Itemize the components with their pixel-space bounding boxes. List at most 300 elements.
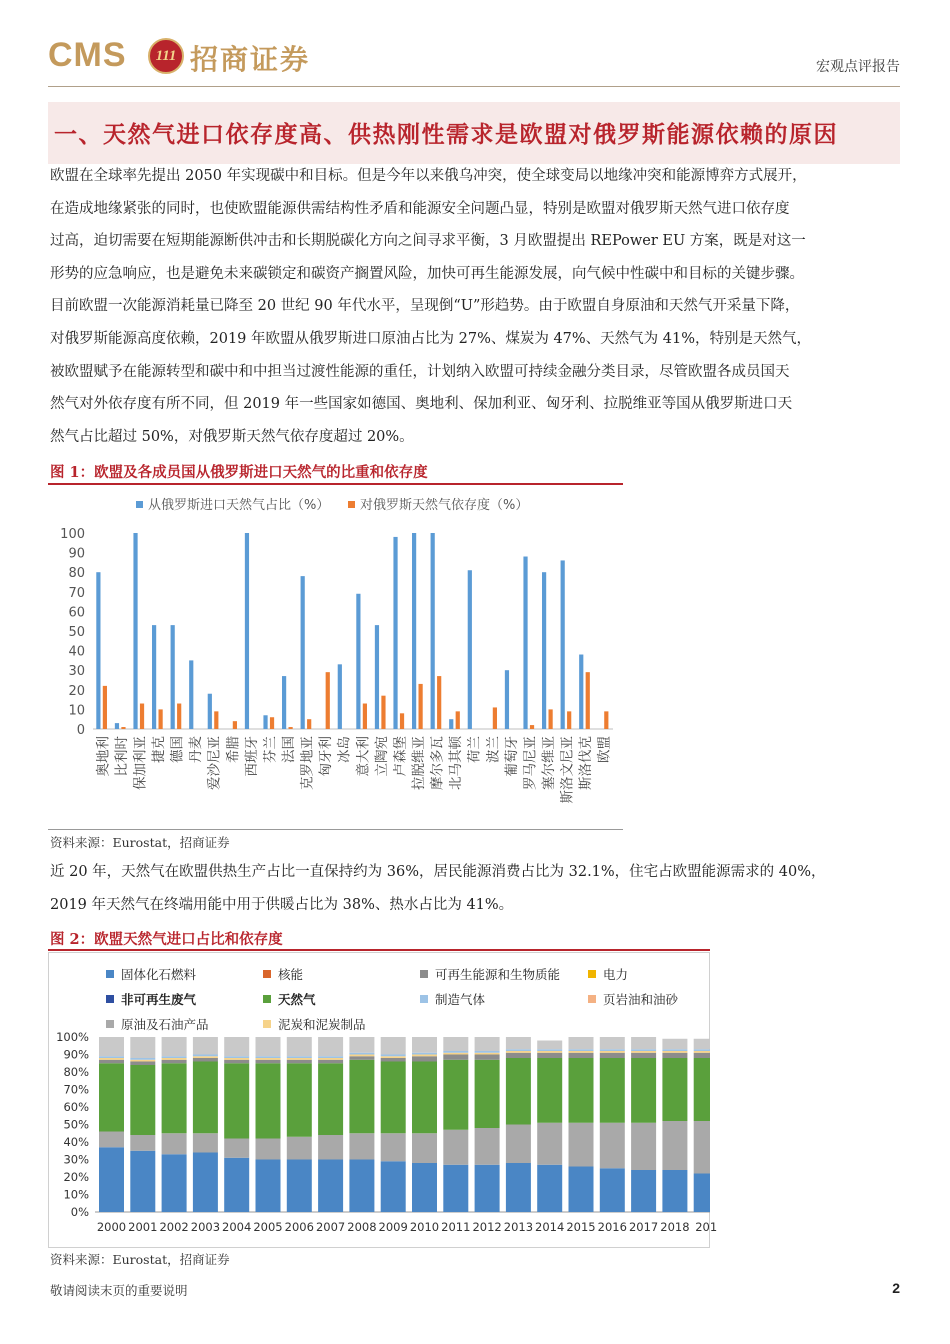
stack-segment [694, 1053, 710, 1058]
x-tick-label: 匈牙利 [318, 736, 335, 777]
figure2-chart [48, 952, 718, 1248]
x-tick-label: 2003 [190, 1220, 221, 1234]
stack-segment [287, 1137, 312, 1160]
stack-segment [443, 1055, 468, 1060]
bar-dependency [159, 709, 163, 729]
stack-segment [381, 1161, 406, 1212]
bar-dependency [233, 721, 237, 729]
stack-segment [600, 1051, 625, 1053]
figure2-title: 图 2：欧盟天然气进口占比和依存度 [50, 931, 283, 948]
stack-segment [475, 1037, 500, 1051]
page-number: 2 [892, 1280, 900, 1296]
stack-segment [475, 1060, 500, 1128]
stack-segment [506, 1125, 531, 1164]
figure1-title: 图 1：欧盟及各成员国从俄罗斯进口天然气的比重和依存度 [50, 464, 428, 481]
y-tick-label: 90 [68, 546, 85, 562]
stack-segment [287, 1056, 312, 1058]
paragraph-line: 在造成地缘紧张的同时，也使欧盟能源供需结构性矛盾和能源安全问题凸显，特别是欧盟对俄罗斯天然气进口依存度 [50, 200, 790, 217]
figure2-source: 资料来源：Eurostat，招商证券 [50, 1252, 230, 1267]
y-tick-label: 0 [76, 723, 85, 738]
legend-swatch [263, 1020, 271, 1028]
stack-segment [193, 1037, 218, 1055]
stack-segment [193, 1062, 218, 1134]
bar-dependency [121, 727, 125, 729]
bar-dependency [586, 672, 590, 729]
stack-segment [600, 1058, 625, 1123]
bar-import-share [542, 572, 546, 729]
stack-segment [381, 1133, 406, 1161]
bar-import-share [468, 570, 472, 729]
stack-segment [287, 1063, 312, 1137]
legend-swatch [420, 970, 428, 978]
stack-segment [662, 1049, 687, 1051]
x-tick-label: 奥地利 [95, 736, 112, 777]
x-tick-label: 2010 [409, 1220, 440, 1234]
stack-segment [537, 1058, 562, 1123]
x-tick-label: 冰岛 [336, 736, 353, 763]
stack-segment [381, 1037, 406, 1055]
legend-label: 页岩油和油砂 [603, 992, 679, 1007]
bar-import-share [393, 537, 397, 729]
stack-segment [130, 1135, 155, 1151]
y-tick-label: 40% [63, 1135, 89, 1149]
x-tick-label: 葡萄牙 [503, 736, 520, 777]
bar-dependency [307, 719, 311, 729]
legend-swatch [420, 995, 428, 1003]
stack-segment [349, 1060, 374, 1134]
stack-segment [224, 1158, 249, 1212]
legend-label: 对俄罗斯天然气依存度（%） [360, 498, 529, 513]
bar-import-share [133, 533, 137, 729]
x-tick-label: 2012 [472, 1220, 502, 1234]
stack-segment [99, 1060, 124, 1064]
bar-import-share [115, 723, 119, 729]
stack-segment [475, 1053, 500, 1055]
section-heading-text: 一、天然气进口依存度高、供热刚性需求是欧盟对俄罗斯能源依赖的原因 [54, 121, 838, 148]
stack-segment [694, 1049, 710, 1051]
bar-import-share [449, 719, 453, 729]
bar-import-share [282, 676, 286, 729]
bar-dependency [289, 727, 293, 729]
stack-segment [318, 1058, 343, 1060]
x-tick-label: 爱沙尼亚 [206, 736, 223, 790]
bar-dependency [567, 711, 571, 729]
paragraph-2 [50, 856, 900, 921]
stack-segment [662, 1039, 687, 1050]
stack-segment [256, 1160, 281, 1213]
y-tick-label: 80% [63, 1065, 89, 1079]
bar-dependency [140, 704, 144, 729]
stack-segment [99, 1056, 124, 1058]
x-tick-label: 2006 [284, 1220, 314, 1234]
y-tick-label: 20% [63, 1170, 89, 1184]
paragraph-line: 对俄罗斯能源高度依赖，2019 年欧盟从俄罗斯进口原油占比为 27%、煤炭为 47%、天然气为 41%，特别是天然气， [50, 330, 812, 347]
stack-segment [349, 1133, 374, 1159]
stack-segment [224, 1060, 249, 1064]
legend-label: 固体化石燃料 [121, 967, 197, 982]
x-tick-label: 2009 [378, 1220, 408, 1234]
bar-import-share [245, 533, 249, 729]
logo-cn-text: 招商证券 [190, 43, 311, 76]
stack-segment [256, 1037, 281, 1056]
stack-segment [256, 1056, 281, 1058]
stack-segment [412, 1062, 437, 1134]
y-tick-label: 70% [63, 1082, 89, 1097]
stack-segment [506, 1163, 531, 1212]
y-tick-label: 30% [63, 1152, 89, 1167]
stack-segment [569, 1051, 594, 1053]
x-tick-label: 罗马尼亚 [522, 736, 539, 790]
x-tick-label: 北马其顿 [448, 736, 465, 790]
stack-segment [162, 1058, 187, 1060]
paragraph-line: 过高，迫切需要在短期能源断供冲击和长期脱碳化方向之间寻求平衡，3 月欧盟提出 REPower EU 方案，既是对这一 [50, 233, 806, 250]
stack-segment [662, 1058, 687, 1121]
stack-segment [443, 1037, 468, 1051]
stack-segment [475, 1051, 500, 1053]
stack-segment [162, 1133, 187, 1154]
bar-import-share [412, 533, 416, 729]
logo-text: CMS [48, 36, 127, 74]
stack-segment [256, 1139, 281, 1160]
x-tick-label: 2002 [159, 1220, 189, 1234]
stack-segment [256, 1058, 281, 1060]
header-divider [48, 86, 900, 87]
stack-segment [694, 1051, 710, 1053]
x-tick-label: 荷兰 [466, 736, 483, 763]
x-tick-label: 2001 [128, 1220, 158, 1234]
bar-import-share [263, 715, 267, 729]
stack-segment [130, 1062, 155, 1066]
x-tick-label: 法国 [281, 736, 297, 763]
stack-segment [569, 1167, 594, 1213]
stack-segment [99, 1063, 124, 1131]
x-tick-label: 斯洛文尼亚 [559, 736, 576, 804]
legend-label: 原油及石油产品 [121, 1017, 209, 1032]
bar-import-share [338, 664, 342, 729]
stack-segment [381, 1062, 406, 1134]
stack-segment [349, 1056, 374, 1060]
section-heading [48, 102, 900, 164]
legend-label: 核能 [278, 967, 304, 982]
stack-segment [224, 1063, 249, 1138]
stack-segment [475, 1165, 500, 1212]
stack-segment [662, 1170, 687, 1212]
company-logo [48, 34, 318, 76]
x-tick-label: 摩尔多瓦 [429, 736, 446, 790]
bar-import-share [579, 655, 583, 729]
legend-swatch [263, 995, 271, 1003]
bar-import-share [523, 557, 527, 729]
x-tick-label: 2007 [315, 1220, 346, 1234]
x-tick-label: 德国 [169, 736, 186, 763]
y-tick-label: 50% [63, 1117, 89, 1132]
stack-segment [475, 1128, 500, 1165]
legend-label: 可再生能源和生物质能 [435, 967, 561, 982]
bar-import-share [375, 625, 379, 729]
figure1-bottom-rule [48, 829, 623, 830]
stack-segment [224, 1058, 249, 1060]
y-tick-label: 100% [56, 1030, 89, 1044]
stack-segment [99, 1037, 124, 1056]
stack-segment [318, 1135, 343, 1160]
stack-segment [443, 1060, 468, 1130]
stack-segment [381, 1055, 406, 1057]
bar-dependency [214, 711, 218, 729]
y-tick-label: 20 [68, 683, 85, 699]
stack-segment [130, 1151, 155, 1212]
y-tick-label: 80 [68, 566, 85, 582]
stack-segment [193, 1056, 218, 1058]
x-tick-label: 保加利亚 [132, 736, 149, 790]
stack-segment [569, 1049, 594, 1051]
footer-note: 敬请阅读末页的重要说明 [50, 1283, 188, 1298]
figure2-rule [48, 949, 710, 951]
bar-import-share [356, 594, 360, 729]
stack-segment [600, 1053, 625, 1058]
stack-segment [569, 1037, 594, 1049]
stack-segment [381, 1058, 406, 1062]
stack-segment [631, 1037, 656, 1049]
stack-segment [662, 1121, 687, 1170]
stack-segment [193, 1133, 218, 1152]
y-tick-label: 10 [68, 703, 85, 719]
stack-segment [162, 1037, 187, 1056]
stack-segment [349, 1053, 374, 1055]
stack-segment [130, 1058, 155, 1060]
bar-import-share [208, 694, 212, 729]
stack-segment [631, 1123, 656, 1170]
x-tick-label: 卢森堡 [392, 736, 409, 777]
stack-segment [162, 1060, 187, 1064]
bar-import-share [171, 625, 175, 729]
legend-swatch [263, 970, 271, 978]
bar-dependency [604, 711, 608, 729]
y-tick-label: 0% [70, 1205, 89, 1219]
stack-segment [193, 1055, 218, 1057]
bar-dependency [177, 704, 181, 729]
bar-dependency [456, 711, 460, 729]
stack-segment [287, 1160, 312, 1213]
paragraph-line: 目前欧盟一次能源消耗量已降至 20 世纪 90 年代水平，呈现倒“U”形趋势。由于欧盟自身原油和天然气开采量下降， [50, 298, 800, 315]
stack-segment [162, 1056, 187, 1058]
x-tick-label: 克罗地亚 [299, 736, 316, 790]
stack-segment [506, 1051, 531, 1053]
stack-segment [631, 1053, 656, 1058]
y-tick-label: 70 [68, 585, 85, 601]
y-tick-label: 40 [68, 644, 85, 660]
paragraph-1 [50, 160, 900, 453]
stack-segment [600, 1049, 625, 1051]
stack-segment [443, 1053, 468, 1055]
legend-label: 制造气体 [435, 992, 486, 1007]
stack-segment [412, 1056, 437, 1061]
stack-segment [694, 1174, 710, 1213]
stack-segment [287, 1058, 312, 1060]
x-tick-label: 立陶宛 [373, 736, 390, 777]
x-tick-label: 2000 [96, 1220, 127, 1234]
stack-segment [569, 1053, 594, 1058]
stack-segment [349, 1055, 374, 1057]
x-tick-label: 2017 [628, 1220, 659, 1234]
stack-segment [537, 1123, 562, 1165]
stack-segment [349, 1160, 374, 1213]
paragraph-line: 然气对外依存度有所不同，但 2019 年一些国家如德国、奥地利、保加利亚、匈牙利、拉脱维亚等国从俄罗斯进口天 [50, 396, 793, 413]
x-tick-label: 2008 [347, 1220, 377, 1234]
legend-label: 非可再生废气 [121, 992, 197, 1007]
y-tick-label: 50 [68, 625, 85, 640]
bar-import-share [301, 576, 305, 729]
bar-dependency [400, 713, 404, 729]
x-tick-label: 丹麦 [188, 736, 205, 763]
legend-swatch [348, 501, 355, 508]
bar-dependency [419, 684, 423, 729]
stack-segment [99, 1132, 124, 1148]
figure1-source: 资料来源：Eurostat，招商证券 [50, 835, 230, 850]
stack-segment [318, 1063, 343, 1135]
stack-segment [569, 1123, 594, 1167]
figure1-chart [48, 486, 628, 831]
legend-swatch [106, 1020, 114, 1028]
stack-segment [600, 1168, 625, 1212]
stack-segment [318, 1060, 343, 1064]
bar-dependency [270, 717, 274, 729]
stack-segment [506, 1053, 531, 1058]
stack-segment [412, 1133, 437, 1163]
bar-dependency [493, 707, 497, 729]
stack-segment [694, 1058, 710, 1121]
stack-segment [662, 1051, 687, 1053]
stack-segment [506, 1037, 531, 1049]
bar-dependency [549, 709, 553, 729]
stack-segment [506, 1058, 531, 1125]
bar-import-share [431, 533, 435, 729]
stack-segment [694, 1039, 710, 1050]
x-tick-label: 2015 [566, 1220, 596, 1234]
bar-import-share [505, 670, 509, 729]
stack-segment [537, 1165, 562, 1212]
x-tick-label: 希腊 [225, 736, 242, 763]
x-tick-label: 拉脱维亚 [411, 736, 427, 790]
figure1-rule [48, 483, 623, 485]
y-tick-label: 90% [63, 1047, 89, 1062]
x-tick-label: 2011 [441, 1220, 471, 1234]
y-tick-label: 60 [68, 605, 85, 621]
x-tick-label: 塞尔维亚 [541, 736, 557, 790]
stack-segment [412, 1037, 437, 1053]
stack-segment [537, 1053, 562, 1058]
stack-segment [694, 1121, 710, 1174]
x-tick-label: 芬兰 [262, 736, 279, 763]
stack-segment [162, 1063, 187, 1133]
legend-swatch [136, 501, 143, 508]
bar-dependency [530, 725, 534, 729]
report-type: 宏观点评报告 [816, 59, 900, 75]
bar-dependency [437, 676, 441, 729]
stack-segment [287, 1037, 312, 1056]
stack-segment [256, 1060, 281, 1064]
stack-segment [443, 1130, 468, 1165]
stack-segment [99, 1058, 124, 1060]
stack-segment [162, 1154, 187, 1212]
stack-segment [130, 1037, 155, 1058]
y-tick-label: 100 [60, 527, 85, 542]
logo-badge-icon: 111 [148, 38, 184, 74]
x-tick-label: 2018 [660, 1220, 690, 1234]
stack-segment [224, 1037, 249, 1056]
bar-import-share [189, 660, 193, 729]
stack-segment [381, 1056, 406, 1058]
stack-segment [318, 1056, 343, 1058]
legend-label: 从俄罗斯进口天然气占比（%） [148, 498, 330, 513]
stack-segment [193, 1058, 218, 1062]
stack-segment [569, 1058, 594, 1123]
paragraph-line: 2019 年天然气在终端用能中用于供暖占比为 38%、热水占比为 41%。 [50, 896, 514, 913]
stack-segment [475, 1055, 500, 1060]
legend-label: 泥炭和泥炭制品 [278, 1017, 366, 1032]
stack-segment [318, 1160, 343, 1213]
bar-dependency [326, 672, 330, 729]
x-tick-label: 2005 [253, 1220, 283, 1234]
legend-swatch [106, 970, 114, 978]
stack-segment [256, 1063, 281, 1138]
stack-segment [130, 1065, 155, 1135]
stack-segment [537, 1049, 562, 1051]
stack-segment [224, 1139, 249, 1158]
x-tick-label: 欧盟 [596, 736, 613, 763]
stack-segment [631, 1058, 656, 1123]
bar-import-share [152, 625, 156, 729]
paragraph-line: 近 20 年，天然气在欧盟供热生产占比一直保持约为 36%，居民能源消费占比为 32.1%，住宅占欧盟能源需求的 40%， [50, 864, 826, 880]
stack-segment [537, 1041, 562, 1050]
x-tick-label: 2016 [597, 1220, 627, 1234]
paragraph-line: 形势的应急响应，也是避免未来碳锁定和碳资产搁置风险，加快可再生能源发展，向气候中性碳中和目标的关键步骤。 [50, 265, 804, 282]
stack-segment [631, 1051, 656, 1053]
stack-segment [412, 1053, 437, 1055]
stack-segment [600, 1037, 625, 1049]
paragraph-line: 然气占比超过 50%，对俄罗斯天然气依存度超过 20%。 [50, 428, 414, 445]
y-tick-label: 60% [63, 1100, 89, 1114]
x-tick-label: 捷克 [151, 736, 167, 763]
x-tick-label: 斯洛伐克 [578, 736, 595, 790]
x-tick-label: 波兰 [485, 736, 502, 763]
bar-import-share [561, 560, 565, 729]
legend-swatch [588, 970, 596, 978]
stack-segment [318, 1037, 343, 1056]
stack-segment [412, 1055, 437, 1057]
stack-segment [443, 1051, 468, 1053]
stack-segment [287, 1060, 312, 1064]
stack-segment [130, 1060, 155, 1062]
bar-dependency [363, 704, 367, 729]
stack-segment [537, 1051, 562, 1053]
bar-dependency [381, 696, 385, 729]
stack-segment [631, 1049, 656, 1051]
paragraph-line: 欧盟在全球率先提出 2050 年实现碳中和目标。但是今年以来俄乌冲突，使全球变局以地缘冲突和能源博弈方式展开， [50, 168, 807, 184]
bar-dependency [103, 686, 107, 729]
legend-label: 天然气 [278, 992, 316, 1007]
stack-segment [662, 1053, 687, 1058]
stack-segment [600, 1123, 625, 1169]
x-tick-label: 2013 [503, 1220, 534, 1234]
stack-segment [193, 1153, 218, 1213]
stack-segment [506, 1049, 531, 1051]
legend-label: 电力 [603, 967, 629, 982]
stack-segment [412, 1163, 437, 1212]
bar-import-share [96, 572, 100, 729]
legend-swatch [106, 995, 114, 1003]
x-tick-label: 2014 [535, 1220, 565, 1234]
stack-segment [99, 1147, 124, 1212]
